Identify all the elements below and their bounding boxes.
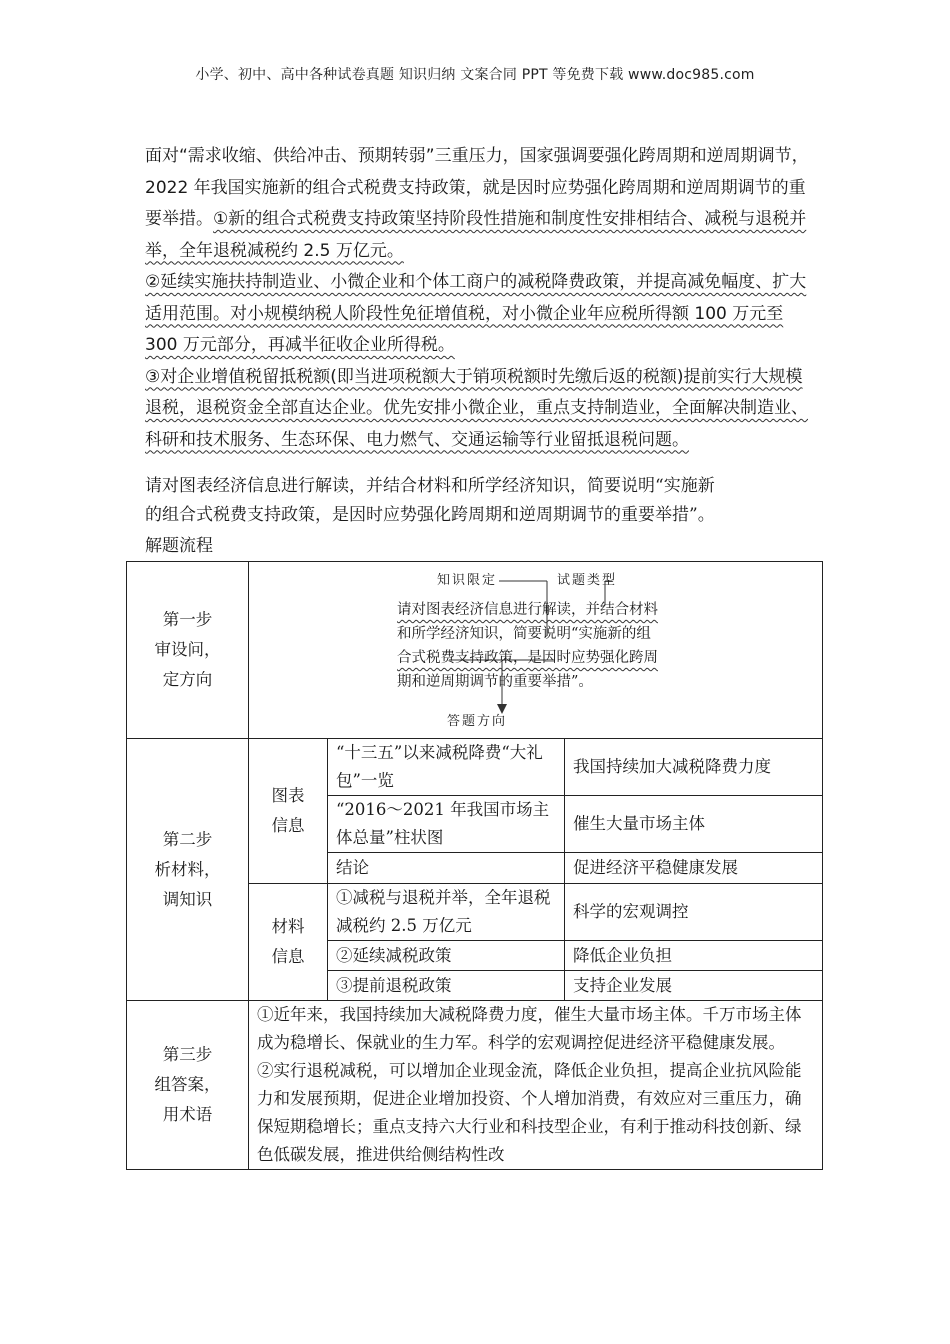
chart-info-label [249, 739, 328, 884]
material-info-result: 科学的宏观调控 [565, 884, 823, 941]
step2-chart-row-1 [127, 739, 823, 796]
material-info-label-line: 信息 [271, 947, 305, 966]
step3-title-line: 组答案， [154, 1075, 221, 1094]
material-point-2: ②延续实施扶持制造业、小微企业和个体工商户的减税降费政策，并提高减免幅度、扩大适用范围。对小规模纳税人阶段性免征增值税，对小微企业年应税所得额 100 万元至 300 万元部分，再减半征收企业所得税。 [145, 272, 807, 355]
diagram-question-line: 和所学经济知识，简要说明“实施新的组 [397, 626, 651, 642]
chart-info-label-line: 图表 [271, 786, 305, 805]
label-question-type: 试题类型 [557, 573, 618, 588]
material-info-label [249, 884, 328, 1001]
solution-steps-table [126, 561, 823, 1170]
material-passage [145, 141, 817, 456]
question-text [145, 472, 817, 530]
question-line-2: 的组合式税费支持政策，是因时应势强化跨周期和逆周期调节的重要举措”。 [145, 505, 715, 525]
label-answer-direction: 答题方向 [447, 714, 508, 729]
material-info-label-line: 材料 [271, 917, 305, 936]
question-line-1: 请对图表经济信息进行解读，并结合材料和所学经济知识，简要说明“实施新 [145, 476, 715, 496]
material-point-3: ③对企业增值税留抵税额(即当进项税额大于销项税额时先缴后返的税额)提前实行大规模退税，退税资金全部直达企业。优先安排小微企业，重点支持制造业，全面解决制造业、科研和技术服务、生态环保、电力燃气、交通运输等行业留抵退税问题。 [145, 366, 808, 450]
flow-label: 解题流程 [145, 536, 213, 556]
diagram-question-line: 期和逆周期调节的重要举措”。 [397, 674, 593, 690]
diagram-question-text [397, 598, 697, 694]
material-info-result: 降低企业负担 [565, 941, 823, 971]
material-info-item: ①减税与退税并举，全年退税减税约 2.5 万亿元 [328, 884, 565, 941]
material-info-item: ②延续减税政策 [328, 941, 565, 971]
step1-title-line: 定方向 [162, 670, 213, 689]
chart-info-item: “十三五”以来减税降费“大礼包”一览 [328, 739, 565, 796]
diagram-question-line: 合式税费支持政策，是因时应势强化跨周 [397, 650, 658, 666]
answer-paragraph-2: ②实行退税减税，可以增加企业现金流，降低企业负担，提高企业抗风险能力和发展预期，促进企业增加投资、个人增加消费，有效应对三重压力，确保短期稳增长；重点支持六大行业和科技型企业，有利于推动科技创新、绿色低碳发展，推进供给侧结构性改 [257, 1061, 802, 1164]
step3-row [127, 1001, 823, 1170]
chart-info-item: 结论 [328, 853, 565, 884]
material-point-1: ①新的组合式税费支持政策坚持阶段性措施和制度性安排相结合、减税与退税并举，全年退税减税约 2.5 万亿元。 [145, 209, 807, 261]
chart-info-result: 催生大量市场主体 [565, 796, 823, 853]
step1-diagram-cell [249, 562, 823, 739]
chart-info-label-line: 信息 [271, 816, 305, 835]
material-info-result: 支持企业发展 [565, 971, 823, 1001]
step1-title [127, 562, 249, 739]
step1-title-line: 第一步 [162, 610, 213, 629]
step1-title-line: 审设问， [154, 640, 221, 659]
material-intro-text: 面对“需求收缩、供给冲击、预期转弱”三重压力，国家强调要强化跨周期和逆周期调节，2022 年我国实施新的组合式税费支持政策，就是因时应势强化跨周期和逆周期调节的重要举措。 [145, 146, 809, 229]
step2-title-line: 调知识 [162, 889, 213, 909]
header-note: 小学、初中、高中各种试卷真题 知识归纳 文案合同 PPT 等免费下载 www.doc985.com [195, 67, 755, 83]
step2-title-line: 析材料， [154, 859, 221, 879]
material-info-item: ③提前退税政策 [328, 971, 565, 1001]
step3-title-line: 用术语 [162, 1105, 213, 1124]
diagram-question-line: 请对图表经济信息进行解读，并结合材料 [397, 602, 658, 618]
step3-answer-cell [249, 1001, 823, 1170]
step3-title-line: 第三步 [162, 1045, 213, 1064]
step2-title [127, 739, 249, 1001]
chart-info-item: “2016～2021 年我国市场主体总量”柱状图 [328, 796, 565, 853]
step3-title [127, 1001, 249, 1170]
question-analysis-diagram [257, 562, 814, 738]
step2-title-line: 第二步 [162, 829, 213, 849]
answer-paragraph-1: ①近年来，我国持续加大减税降费力度，催生大量市场主体。千万市场主体成为稳增长、保就业的生力军。科学的宏观调控促进经济平稳健康发展。 [257, 1005, 802, 1052]
label-knowledge-limit: 知识限定 [437, 573, 498, 588]
material-intro [145, 141, 817, 267]
chart-info-result: 我国持续加大减税降费力度 [565, 739, 823, 796]
step1-row [127, 562, 823, 739]
chart-info-result: 促进经济平稳健康发展 [565, 853, 823, 884]
